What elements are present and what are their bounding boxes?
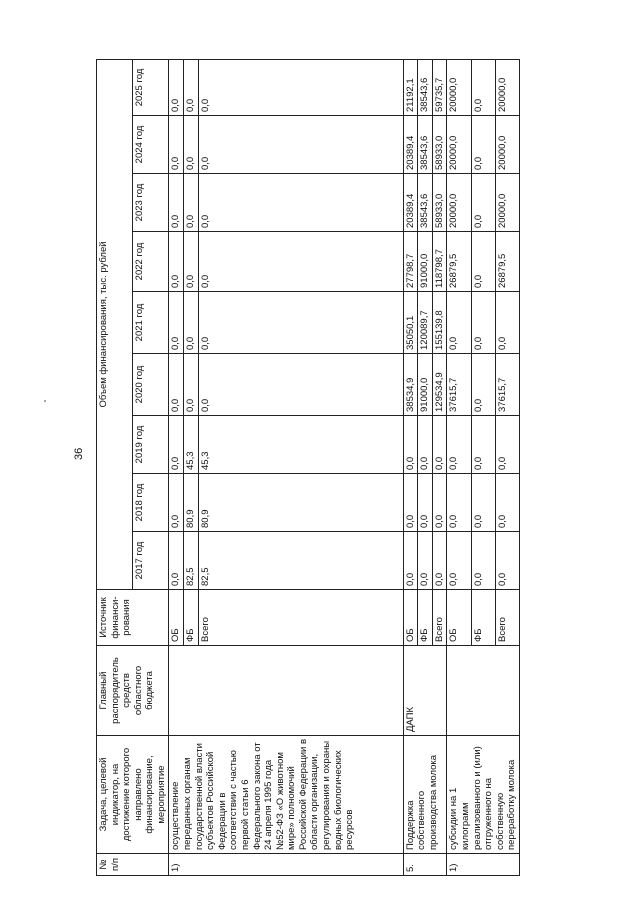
table-row xyxy=(447,59,471,875)
cell-value: 0,0 xyxy=(418,532,433,590)
cell-value: 0,0 xyxy=(471,232,495,292)
scan-speck xyxy=(44,400,46,402)
header-year: 2018 год xyxy=(133,474,169,532)
header-year: 2020 год xyxy=(133,354,169,416)
cell-value: 0,0 xyxy=(432,416,447,474)
cell-value: 0,0 xyxy=(184,174,199,232)
table-row xyxy=(403,59,418,875)
row-manager: ДАПК xyxy=(403,646,447,736)
cell-value: 0,0 xyxy=(495,532,519,590)
header-year: 2022 год xyxy=(133,232,169,292)
cell-value: 0,0 xyxy=(169,292,184,354)
cell-value: 118798,7 xyxy=(432,232,447,292)
row-source: ФБ xyxy=(471,590,495,646)
cell-value: 0,0 xyxy=(471,474,495,532)
cell-value: 0,0 xyxy=(418,416,433,474)
cell-value: 20389,4 xyxy=(403,116,418,174)
cell-value: 120089,7 xyxy=(418,292,433,354)
cell-value: 0,0 xyxy=(403,474,418,532)
row-manager xyxy=(169,646,403,736)
cell-value: 20000,0 xyxy=(447,116,471,174)
row-task: Поддержка собственного производства молока xyxy=(403,736,447,854)
cell-value: 0,0 xyxy=(447,292,471,354)
cell-value: 0,0 xyxy=(184,354,199,416)
cell-value: 155139,8 xyxy=(432,292,447,354)
row-source: ФБ xyxy=(418,590,433,646)
cell-value: 0,0 xyxy=(169,474,184,532)
cell-value: 38543,6 xyxy=(418,116,433,174)
row-number: 1) xyxy=(447,854,519,876)
header-year: 2025 год xyxy=(133,59,169,115)
cell-value: 0,0 xyxy=(471,416,495,474)
header-year: 2023 год xyxy=(133,174,169,232)
cell-value: 21192,1 xyxy=(403,59,418,115)
cell-value: 26879,5 xyxy=(495,232,519,292)
header-manager: Главный распорядитель средств областного бюджета xyxy=(97,646,169,736)
cell-value: 20000,0 xyxy=(447,59,471,115)
row-source: ОБ xyxy=(169,590,184,646)
cell-value: 37615,7 xyxy=(495,354,519,416)
row-manager xyxy=(447,646,519,736)
financing-table xyxy=(96,59,520,876)
cell-value: 0,0 xyxy=(447,416,471,474)
cell-value: 0,0 xyxy=(403,532,418,590)
header-row-1 xyxy=(97,59,133,875)
row-task: осуществление переданных органам государственной власти субъектов Российской Федерации в соответствии с частью первой статьи 6 Федерального закона от 24 апреля 1995 года №52-ФЗ «О животном мире» полномочий Российской Федерации в области организации, регулирования и охраны водных биологических ресурсов xyxy=(169,736,403,854)
cell-value: 20000,0 xyxy=(495,59,519,115)
cell-value: 20000,0 xyxy=(495,116,519,174)
cell-value: 27798,7 xyxy=(403,232,418,292)
cell-value: 0,0 xyxy=(471,116,495,174)
cell-value: 0,0 xyxy=(432,532,447,590)
table-row xyxy=(169,59,184,875)
rotated-table-container xyxy=(96,60,599,876)
cell-value: 82,5 xyxy=(184,532,199,590)
cell-value: 0,0 xyxy=(169,232,184,292)
cell-value: 0,0 xyxy=(169,416,184,474)
cell-value: 91000,0 xyxy=(418,354,433,416)
header-task: Задача, целевой индикатор, на достижение которого направлено финансирование, мероприятие xyxy=(97,736,169,854)
cell-value: 0,0 xyxy=(471,532,495,590)
cell-value: 0,0 xyxy=(169,59,184,115)
cell-value: 0,0 xyxy=(471,354,495,416)
row-source: ФБ xyxy=(184,590,199,646)
header-source: Источник финанси-рования xyxy=(97,590,169,646)
cell-value: 0,0 xyxy=(198,232,403,292)
cell-value: 0,0 xyxy=(471,59,495,115)
cell-value: 38534,9 xyxy=(403,354,418,416)
cell-value: 0,0 xyxy=(198,354,403,416)
table-body xyxy=(169,59,519,875)
cell-value: 0,0 xyxy=(418,474,433,532)
cell-value: 0,0 xyxy=(169,174,184,232)
cell-value: 80,9 xyxy=(198,474,403,532)
cell-value: 0,0 xyxy=(471,174,495,232)
cell-value: 38543,6 xyxy=(418,174,433,232)
header-num: № п/п xyxy=(97,854,169,876)
header-year: 2021 год xyxy=(133,292,169,354)
cell-value: 0,0 xyxy=(198,59,403,115)
cell-value: 0,0 xyxy=(184,232,199,292)
header-year: 2017 год xyxy=(133,532,169,590)
cell-value: 35050,1 xyxy=(403,292,418,354)
row-task: субсидии на 1 килограмм реализованного и (или) отгруженного на собственную переработку молока xyxy=(447,736,519,854)
cell-value: 0,0 xyxy=(495,416,519,474)
row-source: ОБ xyxy=(403,590,418,646)
cell-value: 0,0 xyxy=(403,416,418,474)
cell-value: 20389,4 xyxy=(403,174,418,232)
cell-value: 0,0 xyxy=(184,292,199,354)
row-source: Всего xyxy=(432,590,447,646)
cell-value: 45,3 xyxy=(198,416,403,474)
cell-value: 0,0 xyxy=(169,354,184,416)
cell-value: 0,0 xyxy=(432,474,447,532)
cell-value: 20000,0 xyxy=(447,174,471,232)
cell-value: 0,0 xyxy=(198,116,403,174)
cell-value: 0,0 xyxy=(447,532,471,590)
row-source: ОБ xyxy=(447,590,471,646)
cell-value: 80,9 xyxy=(184,474,199,532)
cell-value: 129534,9 xyxy=(432,354,447,416)
cell-value: 0,0 xyxy=(169,532,184,590)
cell-value: 0,0 xyxy=(198,174,403,232)
cell-value: 0,0 xyxy=(495,292,519,354)
header-year: 2019 год xyxy=(133,416,169,474)
row-number: 5. xyxy=(403,854,447,876)
cell-value: 58933,0 xyxy=(432,174,447,232)
cell-value: 0,0 xyxy=(169,116,184,174)
cell-value: 0,0 xyxy=(447,474,471,532)
row-source: Всего xyxy=(495,590,519,646)
cell-value: 26879,5 xyxy=(447,232,471,292)
cell-value: 0,0 xyxy=(198,292,403,354)
cell-value: 0,0 xyxy=(495,474,519,532)
cell-value: 58933,0 xyxy=(432,116,447,174)
cell-value: 91000,0 xyxy=(418,232,433,292)
cell-value: 0,0 xyxy=(184,116,199,174)
header-year: 2024 год xyxy=(133,116,169,174)
header-volume: Объем финансирования, тыс. рублей xyxy=(97,59,133,589)
page-number: 36 xyxy=(73,447,85,460)
cell-value: 38543,6 xyxy=(418,59,433,115)
cell-value: 37615,7 xyxy=(447,354,471,416)
cell-value: 0,0 xyxy=(184,59,199,115)
cell-value: 45,3 xyxy=(184,416,199,474)
cell-value: 59735,7 xyxy=(432,59,447,115)
cell-value: 20000,0 xyxy=(495,174,519,232)
cell-value: 0,0 xyxy=(471,292,495,354)
row-number: 1) xyxy=(169,854,403,876)
row-source: Всего xyxy=(198,590,403,646)
cell-value: 82,5 xyxy=(198,532,403,590)
